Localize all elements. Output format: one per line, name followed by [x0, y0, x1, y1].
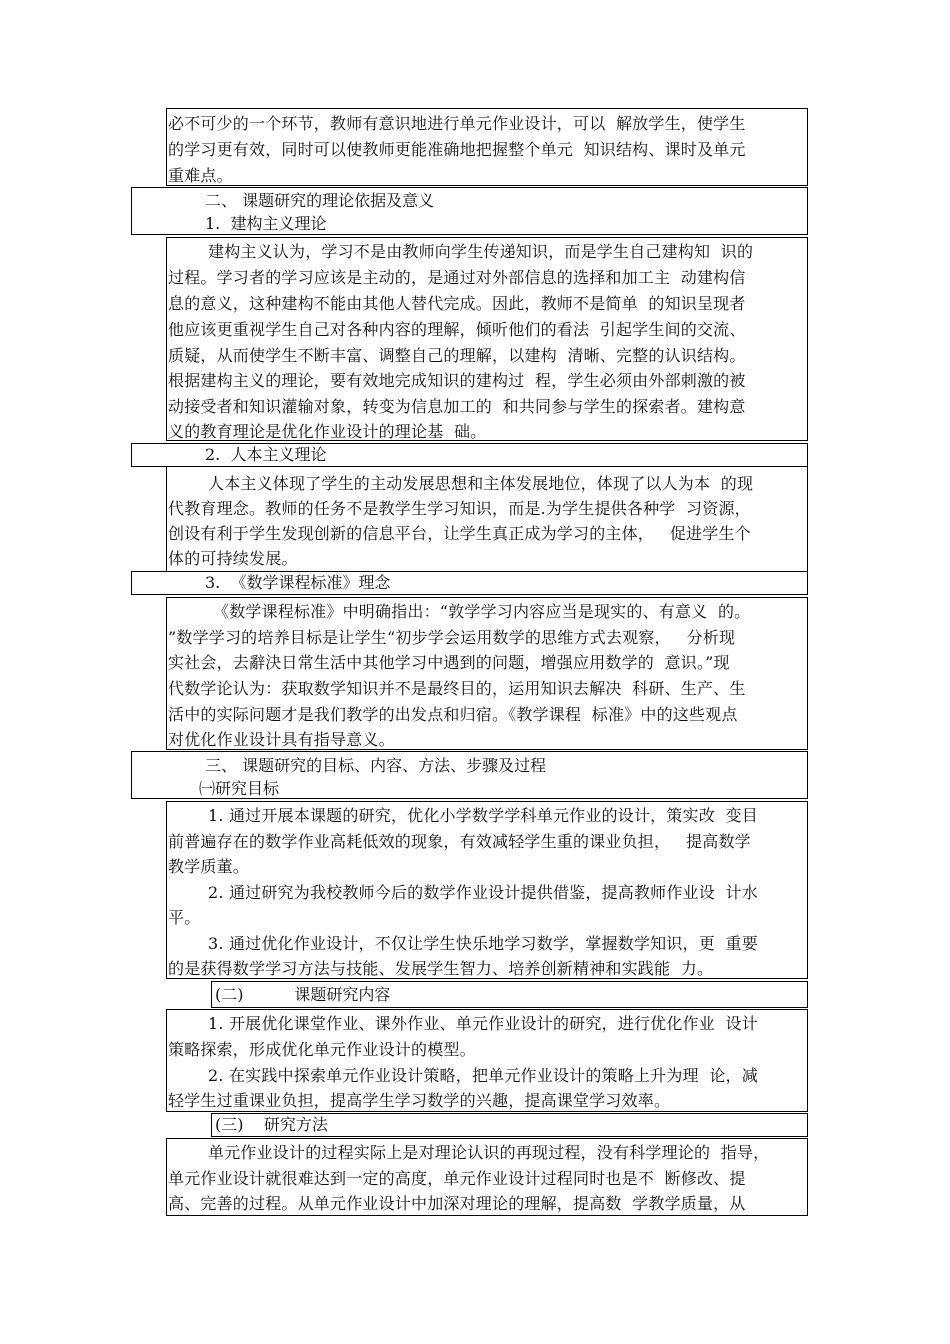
section2-title: 二、 课题研究的理论依据及意义	[205, 191, 435, 210]
section2-sub3-title: 3. 《数学课程标准》理念	[205, 573, 391, 592]
intro-line: 必不可少的一个环节，教师有意识地进行单元作业设计，可以 解放学生，使学生	[168, 114, 746, 133]
method-line: 单元作业设计就很难达到一定的高度，单元作业设计过程同时也是不 断修改、提	[168, 1169, 746, 1188]
section3-content-title: (二) 课题研究内容	[215, 985, 391, 1004]
humanism-right-rule	[807, 467, 808, 571]
standards-line: 实社会，去辭決日常生活中其他学习中遇到的问题，增强应用数学的 意识。”现	[168, 653, 730, 672]
goal-line: 平。	[168, 908, 201, 927]
content-line: 1. 开展优化课堂作业、课外作业、单元作业设计的研究，进行优化作业 设计	[208, 1014, 758, 1033]
method-line: 单元作业设计的过程实际上是对理论认识的再现过程，没有科学理论的 指导，	[208, 1143, 770, 1162]
content-line: 策略探索，形成优化单元作业设计的模型。	[168, 1040, 476, 1059]
intro-line: 的学习更有效，同时可以使教师更能准确地把握整个单元 知识结构、课时及单元	[168, 140, 746, 159]
content-line: 轻学生过重课业负担，提高学生学习数学的兴趣，提高课堂学习效率。	[168, 1091, 671, 1110]
section3-title: 三、 课题研究的目标、内容、方法、步骤及过程	[205, 756, 547, 775]
goal-line: 前普遍存在的数学作业高耗低效的现象，有效减轻学生重的课业负担， 提高数学	[168, 832, 751, 851]
intro-line: 重难点。	[168, 166, 233, 185]
standards-line: 《数学课程标准》中明确指出：“敦学学习内容应当是现实的、有意义 的。	[213, 602, 751, 621]
method-line: 高、完善的过程。从单元作业设计中加深对理论的理解，提高数 学教学质量，从	[168, 1194, 746, 1213]
goal-line: 2. 通过研究为我校教师今后的数学作业设计提供借鉴，提高教师作业设 计水	[208, 883, 758, 902]
goal-line: 教学质董。	[168, 857, 250, 876]
section2-sub2-title: 2. 人本主义理论	[205, 445, 327, 464]
section3-goal-title: ㈠研究目标	[199, 779, 280, 798]
constructivism-line: 建构主义认为，学习不是由教师向学生传递知识，而是学生自己建构知 识的	[208, 242, 754, 261]
humanism-line: 代教育理念。教师的任务不是教学生学习知识，而是.为学生提供各种学 习资源，	[168, 499, 751, 518]
constructivism-line: 根据建构主义的理论，要有效地完成知识的建构过 程，学生必须由外部刺激的被	[168, 371, 746, 390]
humanism-line: 创设有利于学生发现创新的信息平台，让学生真正成为学习的主体， 促进学生个	[168, 524, 751, 543]
humanism-line: 体的可持续发展。	[168, 549, 298, 568]
constructivism-line: 质疑，从而使学生不断丰富、调整自己的理解，以建构 清晰、完整的认识结构。	[168, 346, 746, 365]
goal-line: 3. 通过优化作业设计，不仅让学生快乐地学习数学，掌握数学知识，更 重要	[208, 934, 758, 953]
humanism-line: 人本主义体现了学生的主动发展思想和主体发展地位，体现了以人为本 的现	[208, 474, 754, 493]
constructivism-line: 动接受者和知识灌输对象，转变为信息加工的 和共同参与学生的探索者。建构意	[168, 397, 746, 416]
standards-line: 代数学论认为：获取数学知识并不是最终目的，运用知识去解决 科研、生产、生	[168, 679, 746, 698]
goal-line: 的是获得数学学习方法与技能、发展学生智力、培养创新精神和实践能 力。	[168, 959, 714, 978]
constructivism-line: 他应该更重视学生自己对各种内容的理解，倾听他们的看法 引起学生间的交流、	[168, 320, 746, 339]
constructivism-line: 过程。学习者的学习应该是主动的，是通过对外部信息的选择和加工主 动建构信	[168, 268, 746, 287]
constructivism-line: 义的教育理论是优化作业设计的理论基 础。	[168, 422, 487, 441]
section2-sub1-title: 1. 建构主义理论	[205, 214, 327, 233]
standards-line: ”数学学习的培养目标是让学生“初步学会运用数学的思维方式去观察， 分析现	[168, 628, 736, 647]
standards-line: 活中的实际问题才是我们教学的出发点和归宿。《教学课程 标准》中的这些观点	[168, 705, 738, 724]
constructivism-line: 息的意义，这种建构不能由其他人替代完成。因此，教师不是简单 的知识呈现者	[168, 294, 746, 313]
humanism-left-rule	[166, 467, 167, 571]
goal-line: 1. 通过开展本课题的研究，优化小学数学学科单元作业的设计，策实改 变目	[208, 806, 758, 825]
standards-line: 对优化作业设计具有指导意义。	[168, 730, 395, 749]
section3-method-title: (三) 研究方法	[215, 1115, 328, 1134]
content-line: 2. 在实践中探索单元作业设计策略，把单元作业设计的策略上升为理 论，减	[208, 1066, 758, 1085]
